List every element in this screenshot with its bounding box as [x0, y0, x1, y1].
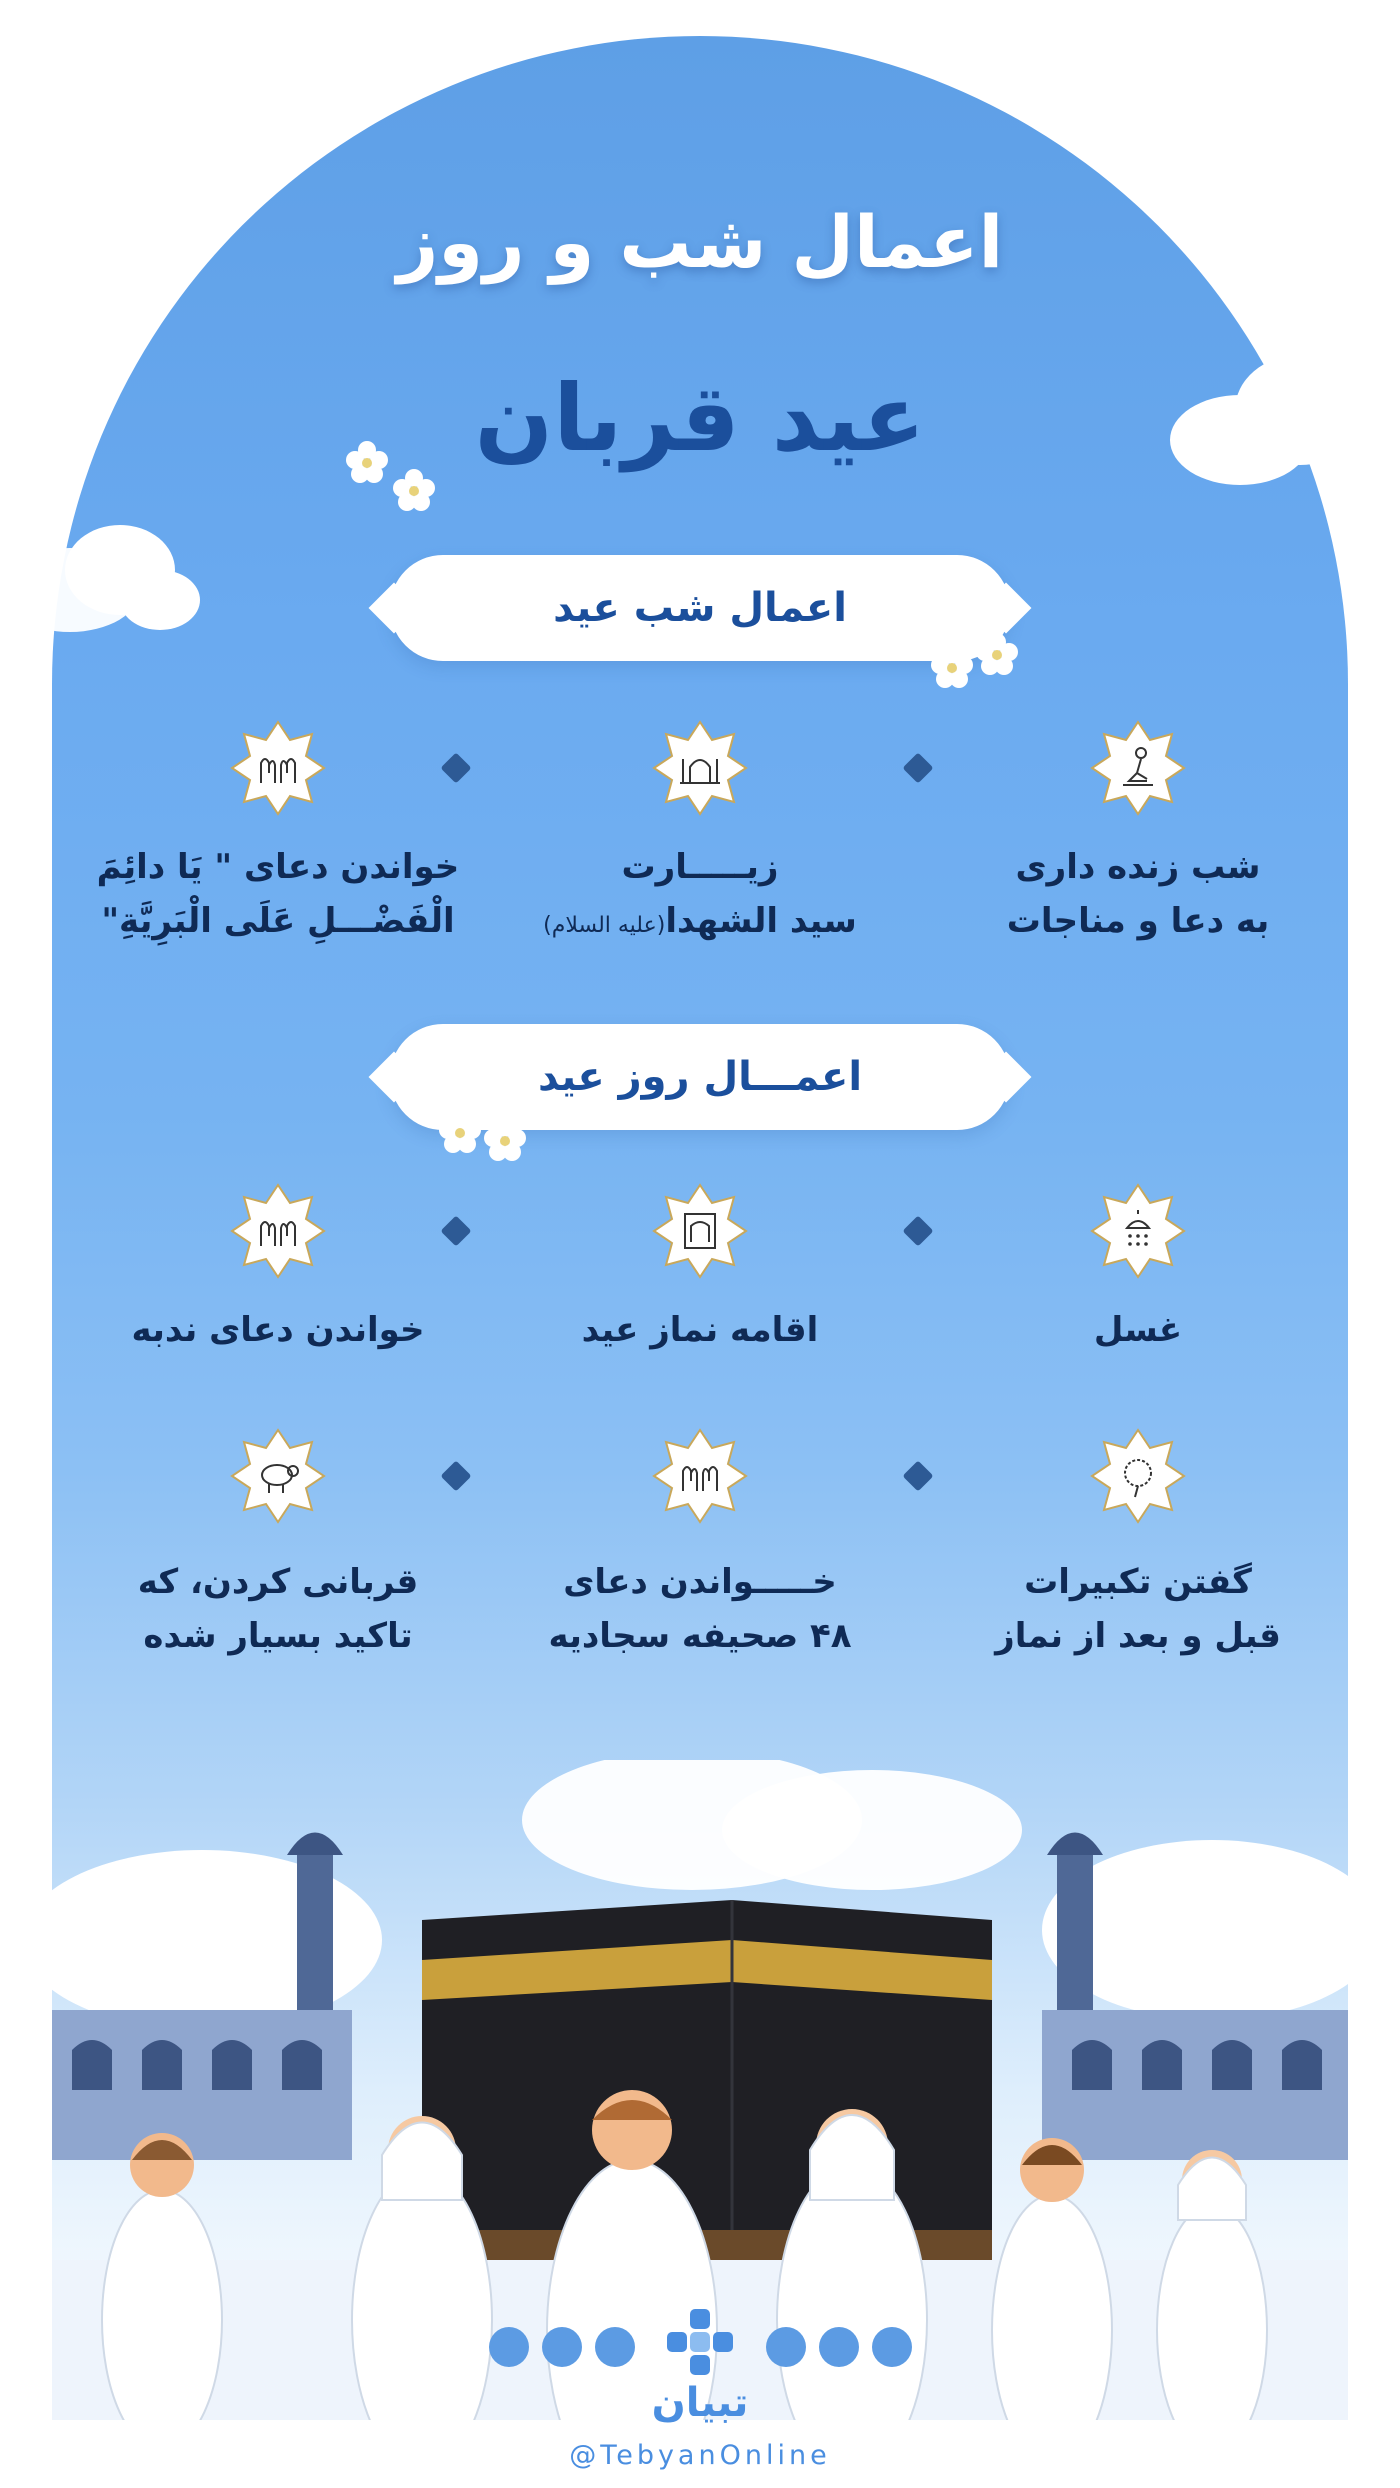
day-item-2-text: اقامه نماز عید [581, 1310, 819, 1350]
tebyan-logo-icon [663, 2305, 737, 2379]
flower-icon [975, 632, 1019, 676]
praying-person-icon [1090, 720, 1186, 816]
praying-hands-icon [652, 1428, 748, 1524]
tebyan-logo-text: تبیان [651, 2380, 749, 2426]
night-item-3-text: خواندن دعای " یَا دائِمَ الْفَضْـــلِ عَلَى الْبَرِيَّةِ" [96, 847, 460, 941]
prayer-beads-icon [1090, 1428, 1186, 1524]
day-item-1-text: غسل [1093, 1310, 1183, 1350]
night-item-1-text: شب زنده داری به دعا و مناجات [1006, 847, 1270, 941]
flower-icon [392, 468, 436, 512]
day-item-3-text: خواندن دعای ندبه [131, 1310, 425, 1350]
praying-hands-icon [230, 1183, 326, 1279]
night-section-banner [390, 555, 1010, 661]
prayer-mat-icon [652, 1183, 748, 1279]
day-item-4-text: گفتن تکبیرات قبل و بعد از نماز [995, 1562, 1281, 1656]
eitaa-icon[interactable] [542, 2327, 582, 2367]
day-section-banner [390, 1024, 1010, 1130]
flower-icon [345, 440, 389, 484]
day-section-heading: اعمـــال روز عید [537, 1054, 863, 1100]
flower-icon [438, 1110, 482, 1154]
day-item-5-text: خـــــواندن دعای ۴۸ صحیفه سجادیه [548, 1562, 852, 1656]
title-line-1: اعمال شب و روز [396, 200, 1004, 284]
instagram-icon[interactable] [872, 2327, 912, 2367]
rubika-icon[interactable] [489, 2327, 529, 2367]
aparat-icon[interactable] [595, 2327, 635, 2367]
day-item-6-text: قربانی کردن، که تاکید بسیار شده [137, 1562, 419, 1656]
social-icons-left [485, 2327, 639, 2371]
cloud-decoration-left [0, 500, 200, 640]
night-section-heading: اعمال شب عید [553, 585, 847, 631]
shower-icon [1090, 1183, 1186, 1279]
twitter-icon[interactable] [819, 2327, 859, 2367]
flower-icon [483, 1118, 527, 1162]
social-handle[interactable]: @TebyanOnline [569, 2440, 831, 2471]
title-line-2: عید قربان [474, 365, 926, 472]
flower-icon [930, 645, 974, 689]
praying-hands-icon [230, 720, 326, 816]
social-icons-right [762, 2327, 916, 2371]
telegram-icon[interactable] [766, 2327, 806, 2367]
sheep-icon [230, 1428, 326, 1524]
night-item-2-text: زیـــــارت سید الشهدا(علیه السلام) [543, 847, 857, 941]
shrine-icon [652, 720, 748, 816]
